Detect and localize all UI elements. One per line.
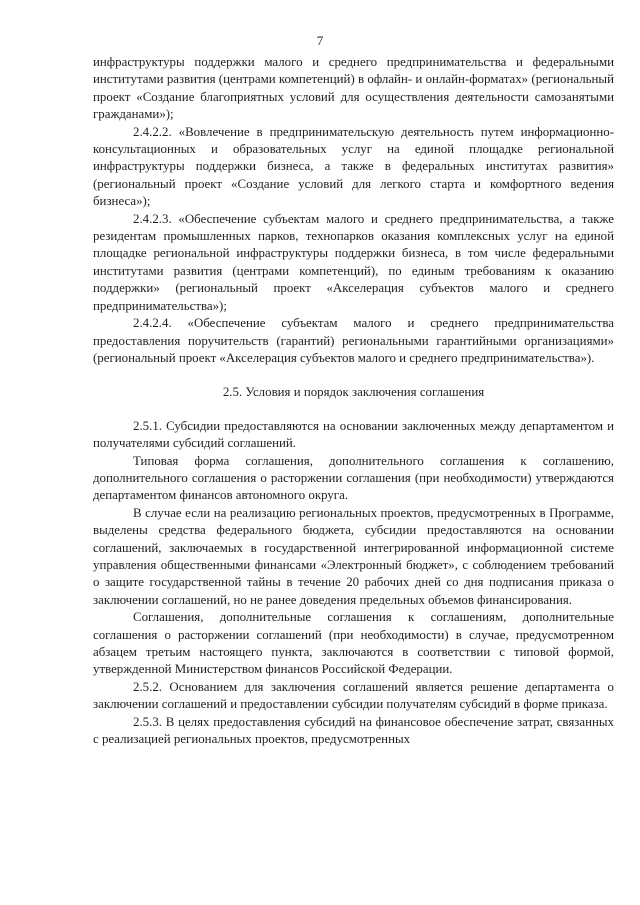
paragraph-2-4-2-2: 2.4.2.2. «Вовлечение в предпринимательскую деятельность путем информационно-консультационных и образовательных услуг на единой площадке региональной инфраструктуры поддержки бизнеса, а также в федеральных институтах развития» (региональный проект «Создание условий для легкого старта и комфортного ведения бизнеса»); xyxy=(93,124,614,209)
paragraph-federal-budget: В случае если на реализацию региональных проектов, предусмотренных в Программе, выделены средства федерального бюджета, субсидии предоставляются на основании соглашений, заключаемых в государственной интегрированной информационной системе управления общественными финансами «Электронный бюджет», с соблюдением требований о защите государственной тайны в течение 20 рабочих дней со дня подписания приказа о заключении соглашений, но не ранее доведения предельных объемов финансирования. xyxy=(93,505,614,607)
page-number: 7 xyxy=(316,33,324,48)
paragraph-2-4-2-4: 2.4.2.4. «Обеспечение субъектам малого и среднего предпринимательства предоставления поручительств (гарантий) региональными гарантийными организациями» (региональный проект «Акселерация субъектов малого и среднего предпринимательства»). xyxy=(93,316,614,365)
section-heading-2-5: 2.5. Условия и порядок заключения соглашения xyxy=(222,385,485,400)
document-body xyxy=(93,54,614,748)
paragraph-continuation: инфраструктуры поддержки малого и среднего предпринимательства и федеральными институтами развития (центрами компетенций) в офлайн- и онлайн-форматах» (региональный проект «Создание благоприятных условий для осуществления деятельности самозанятыми гражданами»); xyxy=(93,55,614,122)
paragraph-2-5-3: 2.5.3. В целях предоставления субсидий на финансовое обеспечение затрат, связанных с реализацией региональных проектов, предусмотренных xyxy=(93,714,614,747)
paragraph-agreements: Соглашения, дополнительные соглашения к соглашениям, дополнительные соглашения о расторжении соглашений (при необходимости) в случае, предусмотренном абзацем третьим настоящего пункта, заключаются в соответствии с типовой формой, утвержденной Министерством финансов Российской Федерации. xyxy=(93,610,614,677)
paragraph-typical-form: Типовая форма соглашения, дополнительного соглашения к соглашению, дополнительного соглашения о расторжении соглашения (при необходимости) утверждаются департаментом финансов автономного округа. xyxy=(93,453,614,503)
paragraph-2-4-2-3: 2.4.2.3. «Обеспечение субъектам малого и среднего предпринимательства, а также резидентам промышленных парков, технопарков оказания комплексных услуг на единой площадке региональной инфраструктуры поддержки бизнеса, в том числе федеральными институтами развития (центрами компетенций), по единым требованиям к оказанию поддержки» (региональный проект «Акселерация субъектов малого и среднего предпринимательства»); xyxy=(93,211,614,313)
paragraph-2-5-2: 2.5.2. Основанием для заключения соглашений является решение департамента о заключении соглашений и предоставлении субсидии получателям субсидий в форме приказа. xyxy=(93,679,614,712)
paragraph-2-5-1: 2.5.1. Субсидии предоставляются на основании заключенных между департаментом и получателями субсидий соглашений. xyxy=(93,418,614,451)
